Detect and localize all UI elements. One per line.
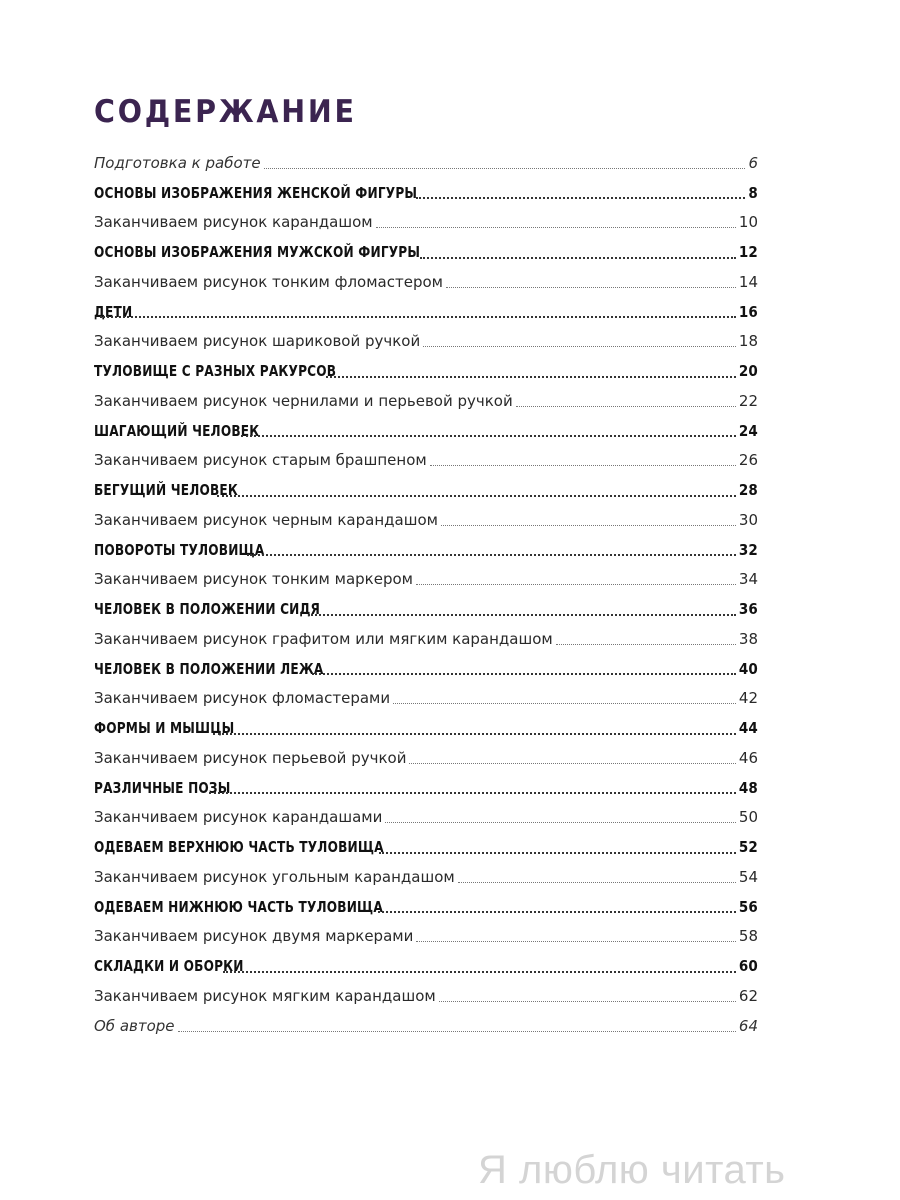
toc-entry-title: ПОВОРОТЫ ТУЛОВИЩА [94,540,265,559]
toc-entry-title: Заканчиваем рисунок карандашом [94,213,373,232]
toc-page-number: 54 [738,867,758,886]
toc-subsection-entry [94,327,758,357]
dot-leader [326,375,736,378]
toc-entry-title: Об авторе [94,1016,175,1035]
dot-leader [385,821,736,823]
dot-leader [247,553,736,556]
toc-page-number: 20 [738,362,758,381]
dot-leader [209,791,736,794]
dot-leader [439,1000,736,1002]
dot-leader [393,702,736,704]
toc-subsection-entry [94,803,758,833]
dot-leader [420,256,736,259]
toc-entry-title: ОСНОВЫ ИЗОБРАЖЕНИЯ ЖЕНСКОЙ ФИГУРЫ [94,183,418,202]
toc-entry-title: Заканчиваем рисунок тонким маркером [94,570,413,589]
toc-page-number: 46 [738,748,758,767]
toc-chapter-entry [94,237,758,267]
toc-entry-title: ДЕТИ [94,302,133,321]
toc-entry-title: Заканчиваем рисунок перьевой ручкой [94,748,407,767]
toc-entry-title: Заканчиваем рисунок чернилами и перьевой ручкой [94,391,513,410]
toc-chapter-entry [94,475,758,505]
dot-leader [379,851,736,854]
dot-leader [556,643,736,645]
toc-entry-title: ОДЕВАЕМ ВЕРХНЮЮ ЧАСТЬ ТУЛОВИЩА [94,838,384,857]
dot-leader [376,226,736,228]
toc-page-number: 42 [738,689,758,708]
dot-leader [416,583,736,585]
toc-chapter-entry [94,832,758,862]
dot-leader [458,881,736,883]
dot-leader [416,940,736,942]
toc-subsection-entry [94,684,758,714]
toc-section-entry [94,1011,758,1041]
toc-chapter-entry [94,178,758,208]
toc-page-number: 52 [738,838,758,857]
dot-leader [430,464,736,466]
toc-subsection-entry [94,624,758,654]
toc-chapter-entry [94,356,758,386]
toc-subsection-entry [94,981,758,1011]
toc-page-number: 50 [738,808,758,827]
toc-page-number: 38 [738,629,758,648]
toc-entry-title: Заканчиваем рисунок шариковой ручкой [94,332,421,351]
dot-leader [416,196,745,199]
toc-chapter-entry [94,297,758,327]
dot-leader [213,732,736,735]
toc-page-number: 26 [738,451,758,470]
toc-page-number: 48 [738,778,758,797]
toc-page-number: 56 [738,897,758,916]
toc-page-number: 58 [738,927,758,946]
toc-entry-title: Заканчиваем рисунок графитом или мягким карандашом [94,629,553,648]
toc-chapter-entry [94,713,758,743]
watermark: Я люблю читать [478,1148,786,1192]
toc-page-number: 44 [738,719,758,738]
toc-entry-title: Заканчиваем рисунок мягким карандашом [94,986,436,1005]
toc-chapter-entry [94,773,758,803]
toc-subsection-entry [94,386,758,416]
dot-leader [516,405,736,407]
toc-page-number: 60 [738,957,758,976]
toc-page-number: 64 [738,1016,758,1035]
toc-page-number: 30 [738,510,758,529]
toc-page-number: 14 [738,272,758,291]
toc-entry-title: Заканчиваем рисунок тонким фломастером [94,272,443,291]
page-title: СОДЕРЖАНИЕ [94,94,357,130]
table-of-contents [94,148,758,1041]
dot-leader [241,434,736,437]
toc-page-number: 28 [738,481,758,500]
toc-chapter-entry [94,416,758,446]
toc-chapter-entry [94,892,758,922]
toc-page-number: 16 [738,302,758,321]
dot-leader [378,910,736,913]
toc-entry-title: ЧЕЛОВЕК В ПОЛОЖЕНИИ СИДЯ [94,600,321,619]
toc-entry-title: Заканчиваем рисунок черным карандашом [94,510,438,529]
dot-leader [178,1030,736,1032]
dot-leader [223,970,735,973]
toc-entry-title: ФОРМЫ И МЫШЦЫ [94,719,235,738]
toc-entry-title: Заканчиваем рисунок двумя маркерами [94,927,414,946]
toc-entry-title: Подготовка к работе [94,153,261,172]
dot-leader [217,494,736,497]
toc-entry-title: ОСНОВЫ ИЗОБРАЖЕНИЯ МУЖСКОЙ ФИГУРЫ [94,243,421,262]
toc-entry-title: БЕГУЩИЙ ЧЕЛОВЕК [94,481,239,500]
toc-page-number: 10 [738,213,758,232]
toc-page-number: 18 [738,332,758,351]
dot-leader [308,613,735,616]
toc-page-number: 32 [738,540,758,559]
dot-leader [312,672,736,675]
toc-page-number: 34 [738,570,758,589]
toc-page-number: 6 [748,153,758,172]
toc-entry-title: Заканчиваем рисунок фломастерами [94,689,391,708]
toc-entry-title: РАЗЛИЧНЫЕ ПОЗЫ [94,778,231,797]
toc-subsection-entry [94,505,758,535]
toc-subsection-entry [94,446,758,476]
toc-chapter-entry [94,654,758,684]
toc-entry-title: Заканчиваем рисунок карандашами [94,808,383,827]
toc-chapter-entry [94,535,758,565]
toc-chapter-entry [94,951,758,981]
dot-leader [264,167,746,169]
toc-page-number: 12 [738,243,758,262]
dot-leader [423,345,736,347]
dot-leader [446,286,736,288]
toc-page-number: 24 [738,421,758,440]
toc-page-number: 36 [738,600,758,619]
toc-page-number: 22 [738,391,758,410]
toc-entry-title: Заканчиваем рисунок угольным карандашом [94,867,455,886]
toc-entry-title: Заканчиваем рисунок старым брашпеном [94,451,427,470]
toc-subsection-entry [94,922,758,952]
toc-entry-title: ЧЕЛОВЕК В ПОЛОЖЕНИИ ЛЕЖА [94,659,324,678]
toc-page-number: 62 [738,986,758,1005]
dot-leader [441,524,736,526]
toc-entry-title: ОДЕВАЕМ НИЖНЮЮ ЧАСТЬ ТУЛОВИЩА [94,897,383,916]
toc-entry-title: ШАГАЮЩИЙ ЧЕЛОВЕК [94,421,260,440]
toc-section-entry [94,148,758,178]
dot-leader [100,315,736,318]
toc-page-number: 8 [748,183,758,202]
toc-subsection-entry [94,862,758,892]
toc-subsection-entry [94,743,758,773]
toc-subsection-entry [94,267,758,297]
dot-leader [409,762,735,764]
toc-subsection-entry [94,208,758,238]
toc-entry-title: ТУЛОВИЩЕ С РАЗНЫХ РАКУРСОВ [94,362,337,381]
toc-subsection-entry [94,565,758,595]
toc-entry-title: СКЛАДКИ И ОБОРКИ [94,957,244,976]
toc-chapter-entry [94,594,758,624]
toc-page-number: 40 [738,659,758,678]
